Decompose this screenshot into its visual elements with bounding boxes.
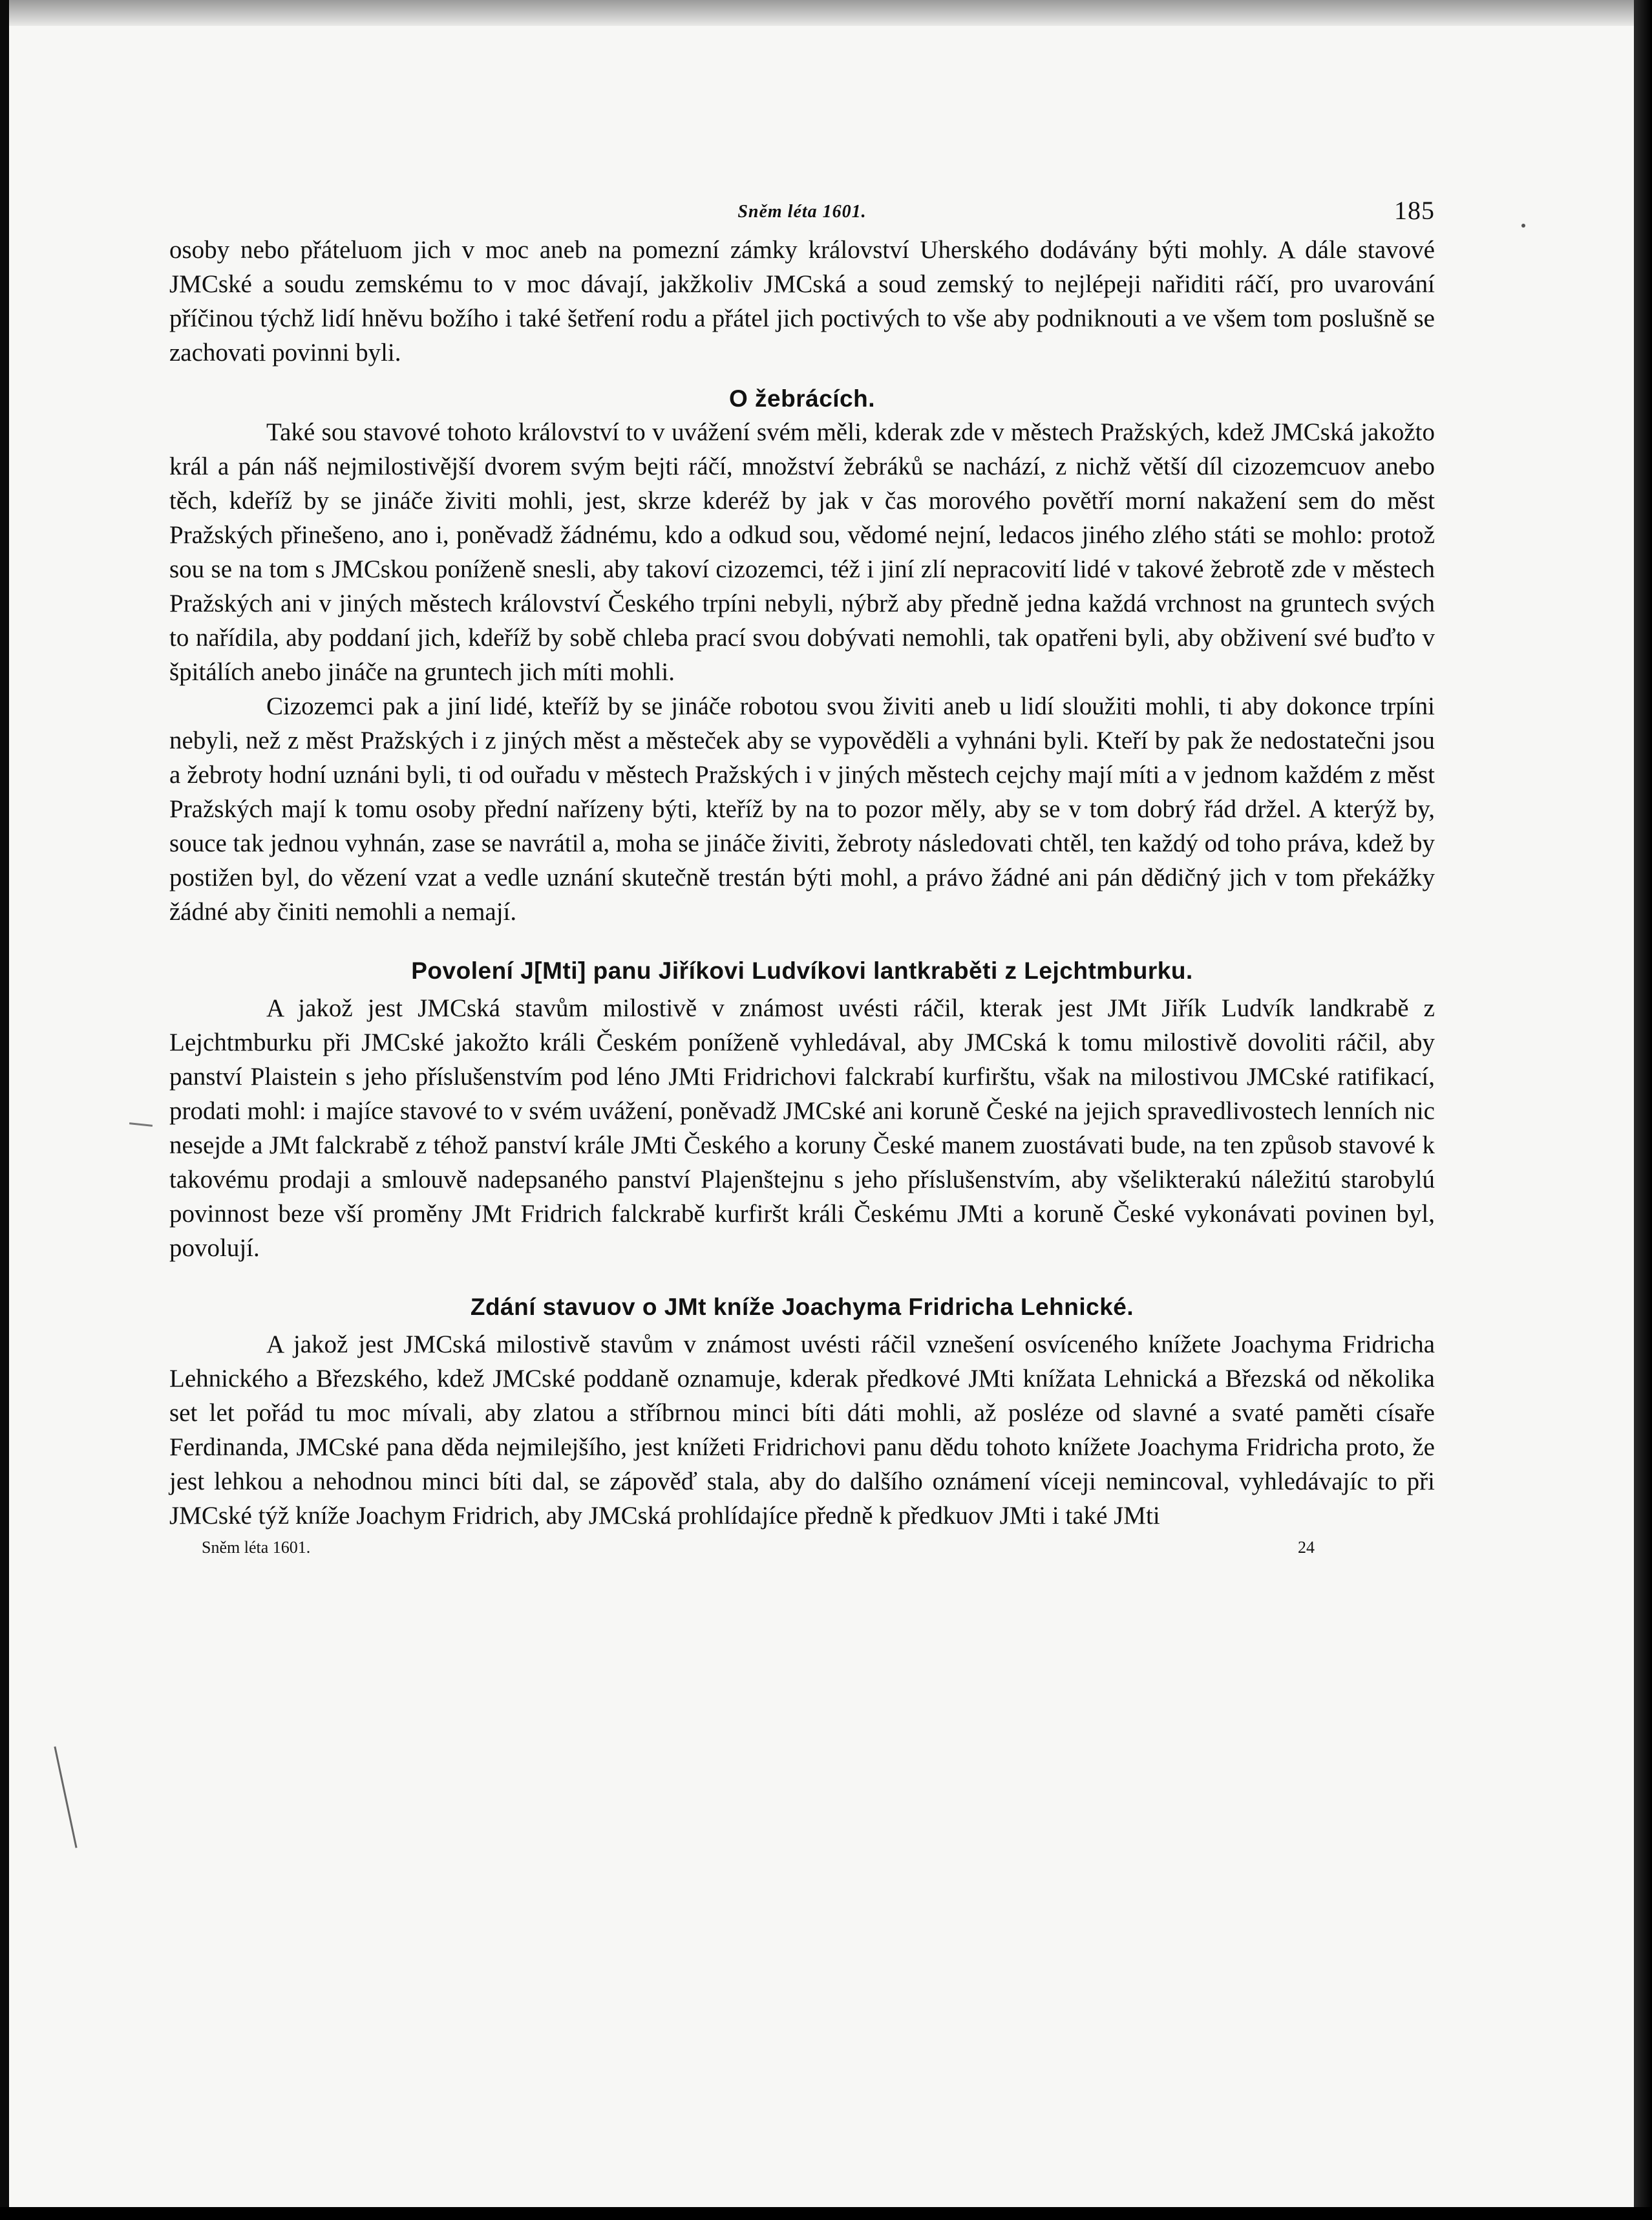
- scan-right-border: [1634, 0, 1652, 2220]
- margin-mark: [54, 1746, 77, 1848]
- signature-mark: Sněm léta 1601.: [202, 1538, 311, 1557]
- running-title: Sněm léta 1601.: [737, 202, 867, 222]
- scan-left-border: [0, 0, 9, 2220]
- margin-mark: [129, 1122, 153, 1127]
- page-footer: [169, 1538, 1435, 1564]
- section-heading: Povolení J[Mti] panu Jiříkovi Ludvíkovi lantkraběti z Lejchtmburku.: [411, 957, 1193, 984]
- paragraph: A jakož jest JMCská stavům milostivě v známost uvésti ráčil, kterak jest JMt Jiřík Ludvík landkrabě z Lejchtmburku při JMCské jakožto králi Českém poníženě vyhledával, aby JMCská k tomu milostivě dovoliti ráčil, aby panství Plaistein s jeho příslušenstvím pod léno JMti Fridrichovi falckrabí kurfirštu, však na milostivou JMCské ratifikací, prodati mohl: i majíce stavové to v svém uvážení, poněvadž JMCské ani koruně České na jejich spravedlivostech lenních nic nesejde a JMt falckrabě z téhož panství krále JMti Českého a koruny České manem zuostávati bude, na ten způsob stavové k takovému prodaji a smlouvě nadepsaného panství Plajenštejnu s jeho příslušenstvím, aby všelikterakú náležitú starobylú povinnost beze vší proměny JMt Fridrich falckrabě kurfiršt králi Českému JMti a koruně České vykonávati povinen byl, povolují.: [169, 994, 1435, 1262]
- page-content: [169, 194, 1435, 1564]
- sheet-number: 24: [1298, 1538, 1315, 1557]
- paragraph: Také sou stavové tohoto království to v uvážení svém měli, kderak zde v městech Pražských, kdež JMCská jakožto král a pán náš nejmilostivější dvorem svým bejti ráčí, množství žebráků se nachází, z nichž větší díl cizozemcuov anebo těch, kdeříž by se jináče živiti mohli, jest, skrze kderéž by jak v čas morového povětří morní nakažení sem do měst Pražských přinešeno, ano i, poněvadž žádnému, kdo a odkud sou, vědomé nejní, ledacos jiného zlého státi se mohlo: protož sou se na tom s JMCskou poníženě snesli, aby takoví cizozemci, též i jiní zlí nepracovití lidé v takové žebrotě zde v městech Pražských ani v jiných městech království Českého trpíni nebyli, nýbrž aby předně jedna každá vrchnost na gruntech svých to nařídila, aby poddaní jich, kdeříž by sobě chleba prací svou dobývati nemohli, tak opatřeni byli, aby obživení své buďto v špitálích anebo jináče na gruntech jich míti mohli.: [169, 418, 1435, 686]
- scan-bottom-border: [0, 2207, 1652, 2220]
- paragraph: osoby nebo přáteluom jich v moc aneb na pomezní zámky království Uherského dodávány býti mohly. A dále stavové JMCské a soudu zemskému to v moc dávají, jakžkoliv JMCská a soud zemský to nejlépeji nařiditi ráčí, pro uvarování příčinou týchž lidí hněvu božího i také šetření rodu a přátel jich poctivých to vše aby podniknouti a ve všem tom poslušně se zachovati povinni byli.: [169, 236, 1435, 367]
- paragraph: A jakož jest JMCská milostivě stavům v známost uvésti ráčil vznešení osvíceného knížete Joachyma Fridricha Lehnického a Březského, kdež JMCské poddaně oznamuje, kderak předkové JMti knížata Lehnická a Březská od několika set let pořád tu moc mívali, aby zlatou a stříbrnou minci bíti dáti mohli, až posléze od slavné a svaté paměti císaře Ferdinanda, JMCské pana děda nejmilejšího, jest knížeti Fridrichovi panu dědu tohoto knížete Joachyma Fridricha proto, že jest lehkou a nehodnou minci bíti dal, se zápověď stala, aby do dalšího oznámení víceji nemincoval, vyhledávajíc to při JMCské týž kníže Joachym Fridrich, aby JMCská prohlídajíce předně k předkuov JMti i také JMti: [169, 1330, 1435, 1530]
- page-number: 185: [1394, 196, 1435, 225]
- section-heading: O žebrácích.: [728, 385, 876, 412]
- paragraph: Cizozemci pak a jiní lidé, kteříž by se jináče robotou svou živiti aneb u lidí sloužiti mohli, ti aby dokonce trpíni nebyli, než z měst Pražských i z jiných měst a městeček aby se vypověděli a vyhnáni byli. Kteří by pak že nedostatečni jsou a žebroty hodní uznáni byli, ti od ouřadu v městech Pražských i v jiných městech cejchy mají míti a v jednom každém z měst Pražských mají k tomu osoby přední nařízeny býti, kteříž by na to pozor měly, aby se v tom dobrý řád držel. A kterýž by, souce tak jednou vyhnán, zase se navrátil a, moha se jináče živiti, žebroty následovati chtěl, ten každý od toho práva, kdež by postižen byl, do vězení vzat a vedle uznání skutečně trestán býti mohl, a právo žádné ani pán dědičný jich v tom překážky žádné aby činiti nemohli a nemají.: [169, 692, 1435, 926]
- section-heading: Zdání stavuov o JMt kníže Joachyma Fridricha Lehnické.: [470, 1294, 1134, 1320]
- margin-dot: [1521, 224, 1525, 228]
- running-header: [169, 194, 1435, 233]
- scan-top-shadow: [0, 0, 1652, 26]
